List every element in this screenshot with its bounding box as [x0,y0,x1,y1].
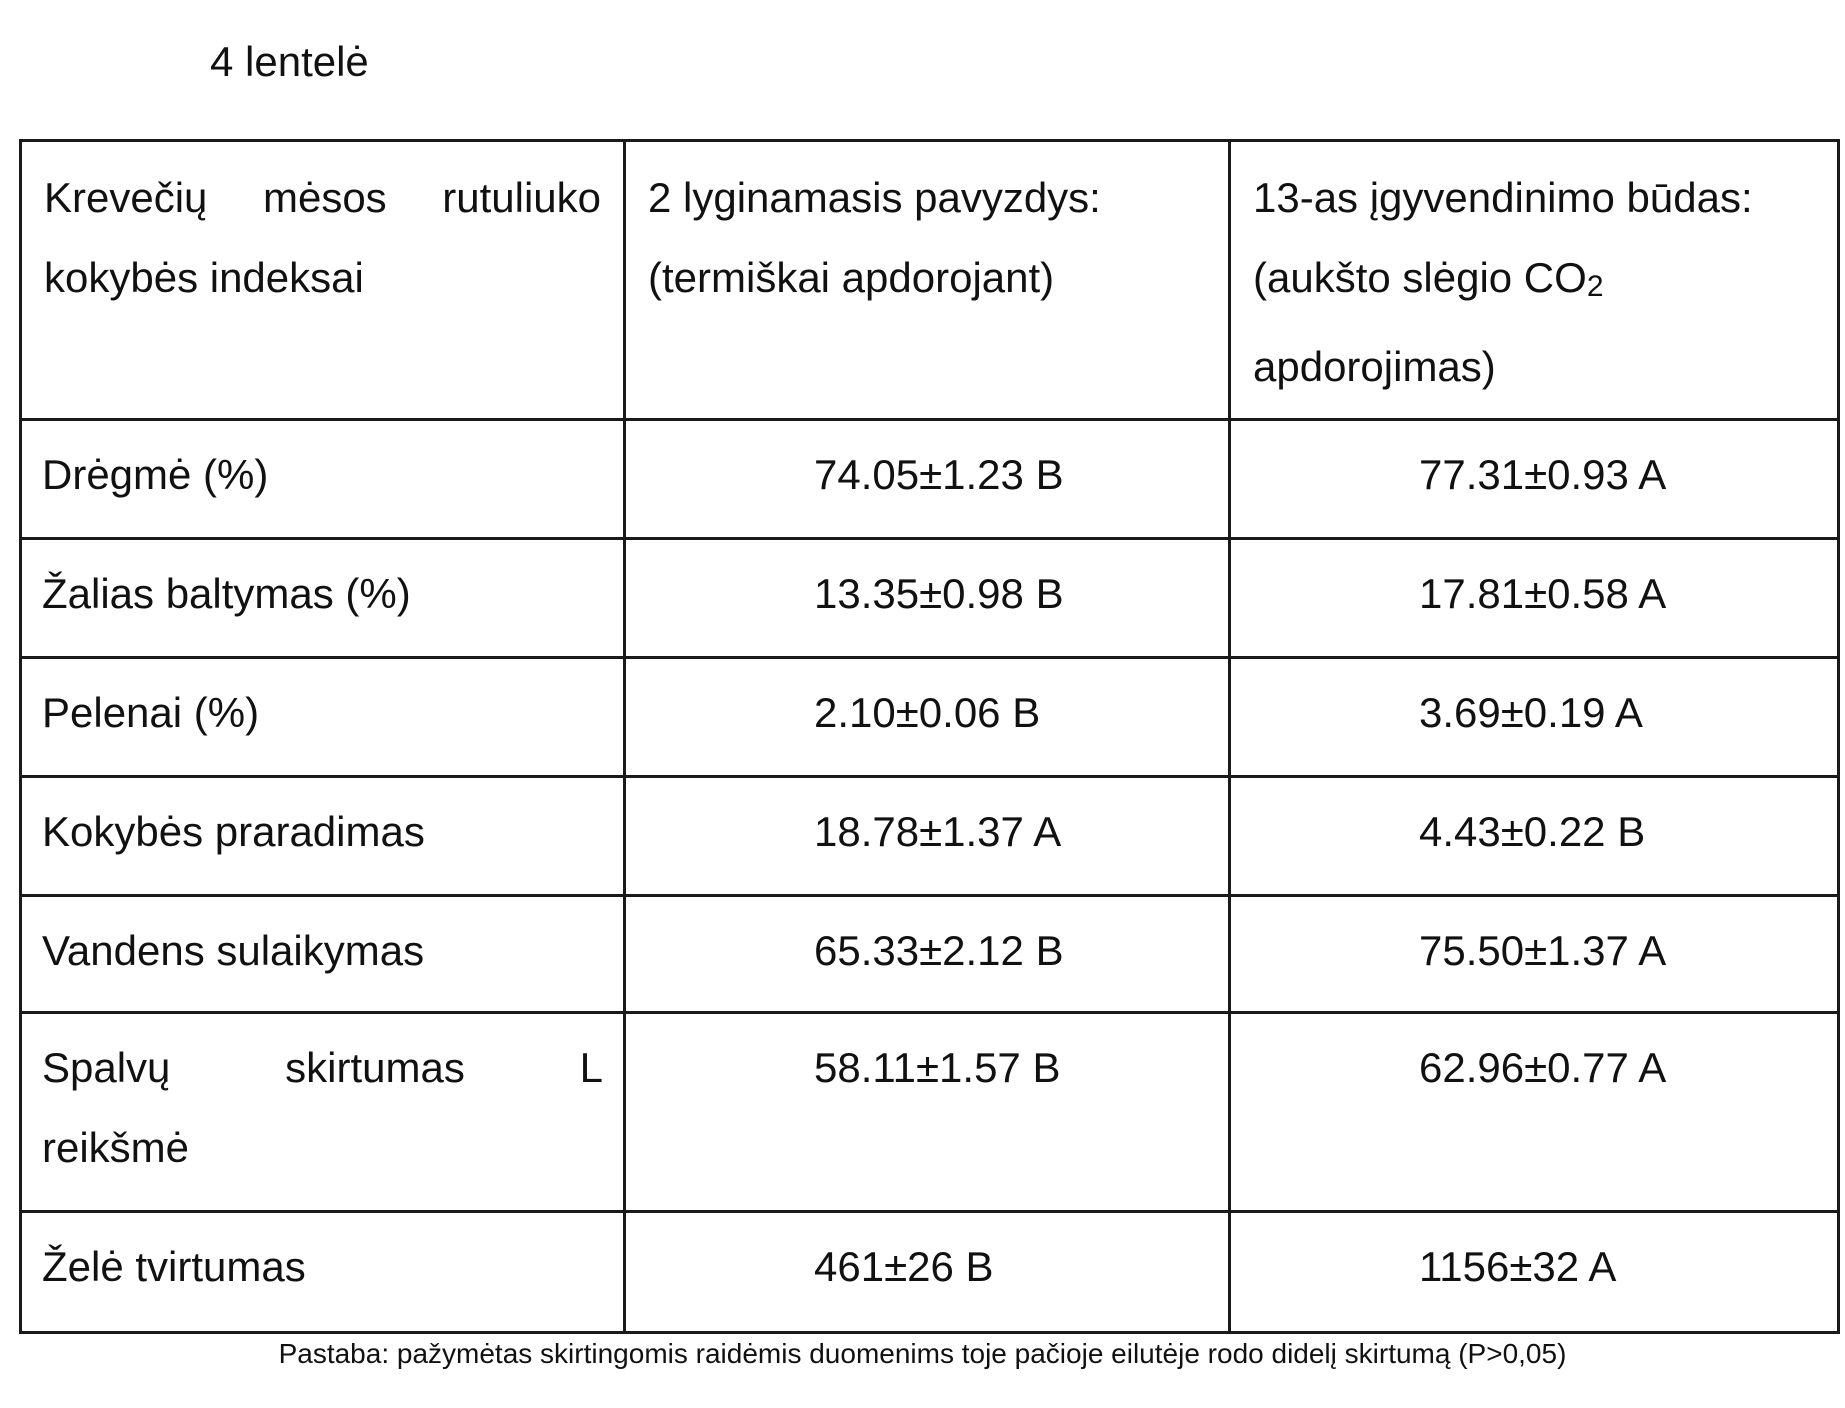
row-label-word: Spalvų [42,1028,170,1108]
table-row [21,420,1839,539]
co2-subscript: 2 [1587,270,1604,303]
comparative-value-cell [625,1212,1230,1333]
row-label: Žalias baltymas (%) [22,540,623,634]
row-label-cell [21,420,625,539]
comparative-value-cell [625,777,1230,896]
embodiment-value: 77.31±0.93 A [1231,421,1837,515]
comparative-value: 18.78±1.37 A [626,778,1228,872]
embodiment-value: 3.69±0.19 A [1231,659,1837,753]
comparative-value: 13.35±0.98 B [626,540,1228,634]
comparative-value-cell [625,896,1230,1013]
table-row [21,896,1839,1013]
table-row [21,658,1839,777]
row-label: Vandens sulaikymas [22,897,623,991]
row-label-cell [21,658,625,777]
table-row [21,1013,1839,1212]
header-embodiment-line2 [1253,238,1815,327]
row-label-word: skirtumas [285,1028,465,1108]
row-label: Pelenai (%) [22,659,623,753]
embodiment-value: 1156±32 A [1231,1213,1837,1307]
row-label-cell [21,539,625,658]
embodiment-value-cell [1230,1013,1839,1212]
table-row [21,1212,1839,1333]
embodiment-value: 75.50±1.37 A [1231,897,1837,991]
table-footnote: Pastaba: pažymėtas skirtingomis raidėmis duomenims toje pačioje eilutėje rodo didelį skirtumą (P>0,05) [0,1334,1845,1374]
quality-index-table [19,139,1840,1334]
header-embodiment-line1: 13-as įgyvendinimo būdas: [1253,158,1815,238]
header-cell-comparative [625,141,1230,420]
embodiment-value-cell [1230,420,1839,539]
row-label-cell [21,896,625,1013]
comparative-value: 2.10±0.06 B [626,659,1228,753]
table-row [21,777,1839,896]
comparative-value: 65.33±2.12 B [626,897,1228,991]
header-embodiment-text [1231,142,1837,407]
row-label: Želė tvirtumas [22,1213,623,1307]
header-comparative-line2: (termiškai apdorojant) [648,238,1206,318]
row-label-cell [21,777,625,896]
header-comparative-line1: 2 lyginamasis pavyzdys: [648,158,1206,238]
embodiment-value-cell [1230,658,1839,777]
row-label-cell [21,1013,625,1212]
header-cell-embodiment [1230,141,1839,420]
row-label: Drėgmė (%) [22,421,623,515]
row-label-line1 [42,1028,603,1108]
row-label-line2: reikšmė [42,1108,603,1188]
header-cell-indices [21,141,625,420]
comparative-value: 74.05±1.23 B [626,421,1228,515]
embodiment-value: 62.96±0.77 A [1231,1014,1837,1108]
header-embodiment-line3: apdorojimas) [1253,327,1815,407]
row-label: Kokybės praradimas [22,778,623,872]
embodiment-value: 17.81±0.58 A [1231,540,1837,634]
header-indices-text: Krevečių mėsos rutuliuko kokybės indeksai [22,142,623,318]
embodiment-value-cell [1230,777,1839,896]
table-header-row [21,141,1839,420]
embodiment-value-cell [1230,896,1839,1013]
table-row [21,539,1839,658]
table-caption: 4 lentelė [210,34,369,90]
comparative-value-cell [625,1013,1230,1212]
comparative-value: 461±26 B [626,1213,1228,1307]
header-embodiment-line2-text: (aukšto slėgio CO [1253,254,1587,301]
embodiment-value-cell [1230,1212,1839,1333]
comparative-value: 58.11±1.57 B [626,1014,1228,1108]
comparative-value-cell [625,420,1230,539]
comparative-value-cell [625,658,1230,777]
comparative-value-cell [625,539,1230,658]
row-label-cell [21,1212,625,1333]
row-label [22,1014,623,1188]
row-label-word: L [580,1028,603,1108]
header-comparative-text [626,142,1228,318]
embodiment-value-cell [1230,539,1839,658]
embodiment-value: 4.43±0.22 B [1231,778,1837,872]
